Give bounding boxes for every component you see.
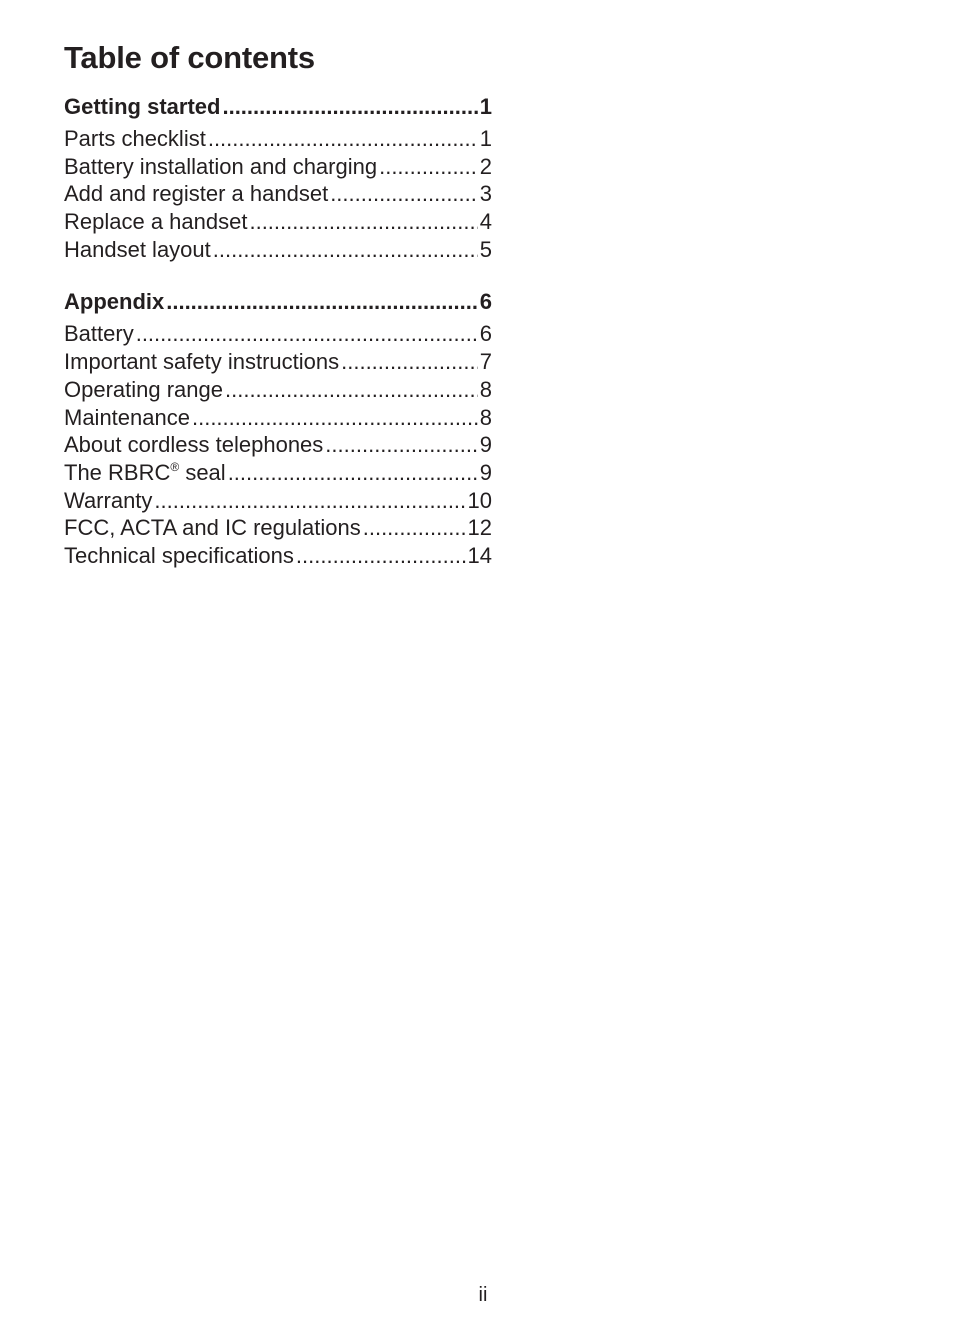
toc-entry-label-main: The RBRC — [64, 459, 171, 485]
dot-leader — [222, 92, 477, 122]
toc-entry-label: Technical specifications — [64, 542, 294, 568]
toc-entry-label: About cordless telephones — [64, 432, 324, 458]
registered-mark: ® — [170, 459, 180, 474]
dot-leader — [225, 376, 478, 404]
toc-page-number: 14 — [467, 542, 492, 568]
dot-leader — [325, 431, 477, 459]
toc-section-getting-started — [64, 92, 492, 263]
toc-page-number: 8 — [479, 376, 492, 402]
page-title: Table of contents — [64, 40, 315, 75]
dot-leader — [136, 320, 478, 348]
toc-page-number: 6 — [479, 321, 492, 347]
toc-entry-label: Operating range — [64, 376, 223, 402]
toc-page-number: 6 — [479, 289, 492, 315]
toc-entry-label: Battery — [64, 321, 134, 347]
toc-page-number: 2 — [479, 153, 492, 179]
toc-entry-cordless-telephones[interactable] — [64, 431, 492, 459]
dot-leader — [249, 208, 477, 236]
toc-entry-rbrc-seal[interactable] — [64, 459, 492, 487]
toc-entry-safety-instructions[interactable] — [64, 348, 492, 376]
dot-leader — [166, 287, 478, 317]
toc-entry-label: Replace a handset — [64, 209, 248, 235]
toc-page-number: 9 — [479, 432, 492, 458]
toc-entry-label: FCC, ACTA and IC regulations — [64, 515, 361, 541]
toc-page-number: 5 — [479, 236, 492, 262]
toc-entry-handset-layout[interactable] — [64, 236, 492, 264]
toc-page-number: 1 — [479, 94, 492, 119]
toc-entry-warranty[interactable] — [64, 487, 492, 515]
toc-heading-label: Getting started — [64, 94, 221, 119]
toc-entry-label: Important safety instructions — [64, 349, 340, 375]
toc-page-number: 9 — [479, 459, 492, 485]
dot-leader — [228, 459, 478, 487]
toc-page-number: 12 — [467, 515, 492, 541]
toc-entry-label: Maintenance — [64, 404, 190, 430]
toc-entry-label-suffix: seal — [179, 459, 226, 485]
toc-entry-label: Warranty — [64, 487, 153, 513]
toc-page-number: 7 — [479, 349, 492, 375]
toc-entry-technical-specifications[interactable] — [64, 542, 492, 570]
toc-heading-getting-started[interactable] — [64, 92, 492, 122]
toc-page-number: 3 — [479, 181, 492, 207]
table-of-contents — [64, 92, 492, 570]
toc-entry-label: Battery installation and charging — [64, 153, 378, 179]
dot-leader — [154, 487, 465, 515]
toc-entry-label: Parts checklist — [64, 126, 206, 151]
dot-leader — [208, 125, 478, 153]
toc-entry-maintenance[interactable] — [64, 404, 492, 432]
toc-entry-parts-checklist[interactable] — [64, 125, 492, 153]
toc-heading-label: Appendix — [64, 289, 165, 315]
toc-page-number: 8 — [479, 404, 492, 430]
toc-entry-operating-range[interactable] — [64, 376, 492, 404]
toc-entry-label: Handset layout — [64, 236, 211, 262]
toc-heading-appendix[interactable] — [64, 287, 492, 317]
toc-page-number: 1 — [479, 126, 492, 151]
toc-entry-battery[interactable] — [64, 320, 492, 348]
dot-leader — [330, 180, 478, 208]
dot-leader — [363, 514, 466, 542]
page-number: ii — [478, 1284, 488, 1306]
toc-entry-label — [64, 459, 226, 487]
dot-leader — [341, 348, 478, 376]
toc-entry-label: Add and register a handset — [64, 181, 329, 207]
toc-entry-battery-installation[interactable] — [64, 153, 492, 181]
toc-entry-replace-handset[interactable] — [64, 208, 492, 236]
toc-entry-add-register-handset[interactable] — [64, 180, 492, 208]
dot-leader — [192, 404, 478, 432]
toc-page-number: 4 — [479, 209, 492, 235]
dot-leader — [296, 542, 466, 570]
toc-page-number: 10 — [467, 487, 492, 513]
toc-entry-fcc-regulations[interactable] — [64, 514, 492, 542]
dot-leader — [379, 153, 478, 181]
dot-leader — [213, 236, 478, 264]
toc-section-appendix — [64, 287, 492, 569]
